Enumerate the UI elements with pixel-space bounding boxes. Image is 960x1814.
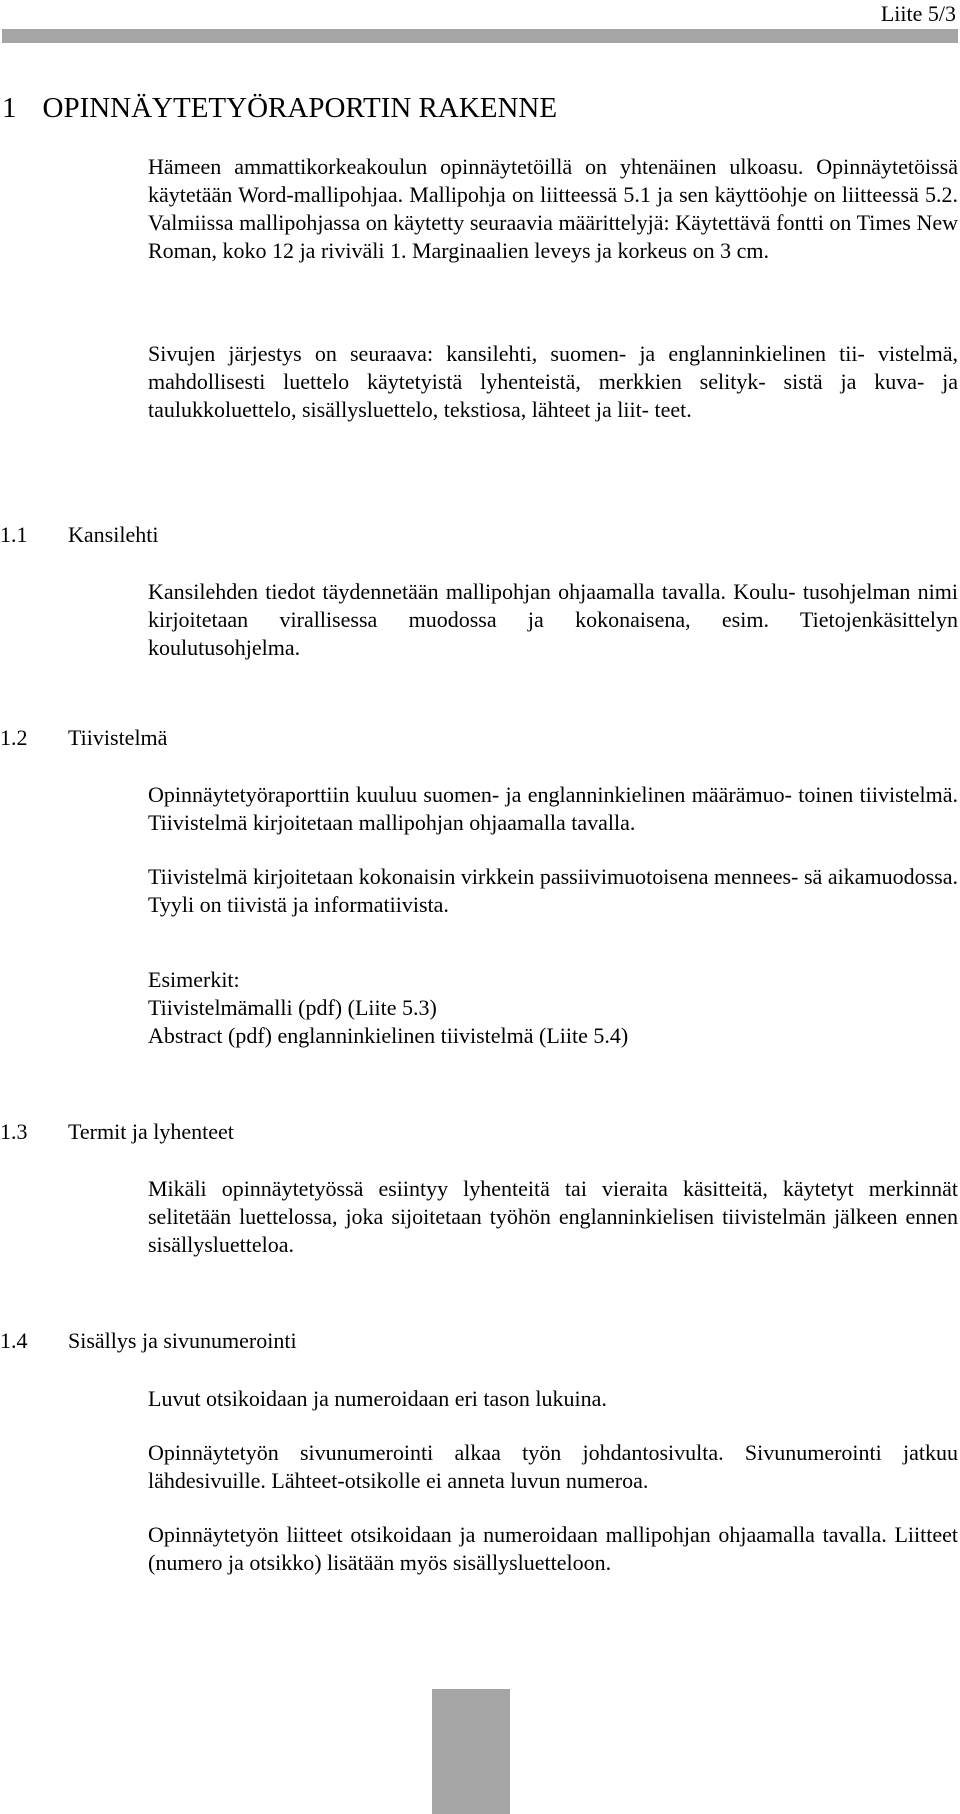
paragraph: Kansilehden tiedot täydennetään mallipohjan ohjaamalla tavalla. Koulu- tusohjelman nimi kirjoitetaan virallisessa muodossa ja kokonaisena, esim. Tietojenkäsittelyn koulutusohjelma. (148, 579, 958, 660)
paragraph: Tiivistelmä kirjoitetaan kokonaisin virkkein passiivimuotoisena mennees- sä aikamuodossa. Tyyli on tiivistä ja informatiivista. (148, 864, 959, 917)
paragraph: Luvut otsikoidaan ja numeroidaan eri tason lukuina. (148, 1386, 607, 1411)
paragraph: Opinnäytetyön sivunumerointi alkaa työn johdantosivulta. Sivunumerointi jatkuu lähdesivuille. Lähteet-otsikolle ei anneta luvun numeroa. (148, 1440, 959, 1493)
section-heading (0, 1118, 234, 1146)
example-link: Tiivistelmämalli (pdf) (Liite 5.3) (148, 995, 437, 1020)
chapter-number: 1 (2, 92, 17, 124)
section-title: Sisällys ja sivunumerointi (68, 1328, 297, 1353)
section-heading (0, 521, 158, 549)
footer-decoration (432, 1689, 510, 1814)
section-heading (0, 724, 167, 752)
section-number: 1.2 (0, 725, 28, 750)
section-number: 1.3 (0, 1119, 28, 1144)
examples-label: Esimerkit: (148, 967, 240, 992)
paragraph: Sivujen järjestys on seuraava: kansilehti, suomen- ja englanninkielinen tii- vistelmä, mahdollisesti luettelo käytetyistä lyhenteistä, merkkien selityk- sistä ja kuva- ja taulukkoluettelo, sisällysluettelo, tekstiosa, lähteet ja liit- teet. (148, 341, 959, 422)
header-rule (2, 29, 958, 43)
section-number: 1.4 (0, 1328, 28, 1353)
example-link: Abstract (pdf) englanninkielinen tiivistelmä (Liite 5.4) (148, 1023, 629, 1048)
paragraph: Opinnäytetyön liitteet otsikoidaan ja numeroidaan mallipohjan ohjaamalla tavalla. Liitteet (numero ja otsikko) lisätään myös sisällysluetteloon. (148, 1522, 958, 1575)
paragraph: Hämeen ammattikorkeakoulun opinnäytetöillä on yhtenäinen ulkoasu. Opinnäytetöissä käytetään Word-mallipohjaa. Mallipohja on liitteessä 5.1 ja sen käyttöohje on liitteessä 5.2. Valmiissa mallipohjassa on käytetty seuraavia määrittelyjä: Käytettävä fontti on Times New Roman, koko 12 ja riviväli 1. Marginaalien leveys ja korkeus on 3 cm. (148, 154, 959, 263)
paragraph: Opinnäytetyöraporttiin kuuluu suomen- ja englanninkielinen määrämuo- toinen tiivistelmä. Tiivistelmä kirjoitetaan mallipohjan ohjaamalla tavalla. (148, 782, 958, 835)
section-heading (0, 1327, 297, 1355)
section-title: Tiivistelmä (68, 725, 168, 750)
chapter-title: OPINNÄYTETYÖRAPORTIN RAKENNE (42, 92, 558, 124)
section-number: 1.1 (0, 522, 28, 547)
section-title: Termit ja lyhenteet (68, 1119, 234, 1144)
section-title: Kansilehti (68, 522, 159, 547)
paragraph: Mikäli opinnäytetyössä esiintyy lyhenteitä tai vieraita käsitteitä, käytetyt merkinnät selitetään luettelossa, joka sijoitetaan työhön englanninkielisen tiivistelmän jälkeen ennen sisällysluetteloa. (148, 1176, 958, 1257)
chapter-heading (2, 90, 557, 126)
page-label: Liite 5/3 (880, 1, 956, 26)
examples-list (148, 966, 958, 1050)
